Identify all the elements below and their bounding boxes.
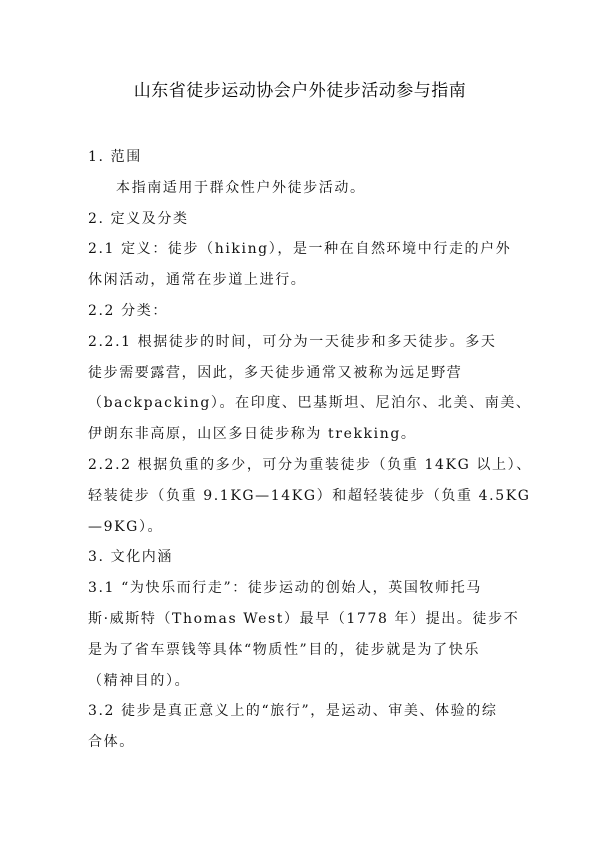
paragraph-line: 是为了省车票钱等具体“物质性”目的，徒步就是为了快乐 — [88, 641, 480, 658]
section-heading-definition: 2. 定义及分类 — [88, 210, 189, 227]
paragraph-line: （backpacking）。在印度、巴基斯坦、尼泊尔、北美、南美、 — [88, 395, 532, 412]
paragraph-line: 2.1 定义：徒步（hiking），是一种在自然环境中行走的户外 — [88, 241, 512, 258]
paragraph-line: （精神目的）。 — [88, 672, 191, 689]
section-heading-scope: 1. 范围 — [88, 149, 142, 165]
subsection-heading-classification: 2.2 分类： — [88, 302, 168, 319]
paragraph-line: 徒步需要露营，因此，多天徒步通常又被称为远足野营 — [88, 364, 463, 381]
section-heading-culture: 3. 文化内涵 — [88, 549, 174, 566]
paragraph-scope: 本指南适用于群众性户外徒步活动。 — [116, 179, 366, 196]
paragraph-line: 斯·威斯特（Thomas West）最早（1778 年）提出。徒步不 — [88, 610, 520, 627]
paragraph-line: 休闲活动，通常在步道上进行。 — [88, 272, 307, 289]
paragraph-line: 2.2.2 根据负重的多少，可分为重装徒步（负重 14KG 以上）、 — [88, 456, 532, 473]
paragraph-line: 3.1 “为快乐而行走”：徒步运动的创始人，英国牧师托马 — [88, 580, 482, 597]
paragraph-line: 合体。 — [88, 734, 135, 751]
paragraph-line: 伊朗东非高原，山区多日徒步称为 trekking。 — [88, 426, 417, 443]
paragraph-line: —9KG）。 — [88, 518, 164, 535]
paragraph-line: 轻装徒步（负重 9.1KG—14KG）和超轻装徒步（负重 4.5KG — [88, 487, 531, 504]
document-title: 山东省徒步运动协会户外徒步活动参与指南 — [133, 81, 467, 101]
paragraph-line: 3.2 徒步是真正意义上的“旅行”，是运动、审美、体验的综 — [88, 703, 498, 720]
paragraph-line: 2.2.1 根据徒步的时间，可分为一天徒步和多天徒步。多天 — [88, 333, 497, 350]
document-body — [88, 142, 532, 758]
